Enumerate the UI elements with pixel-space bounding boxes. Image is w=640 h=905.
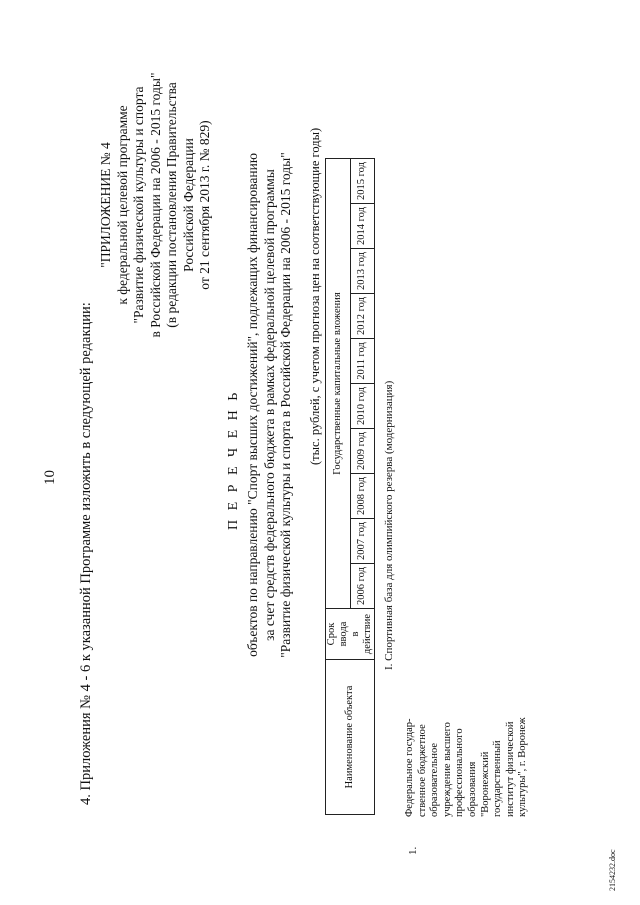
page-number: 10	[42, 470, 58, 485]
appendix-line: от 21 сентября 2013 г. № 829)	[197, 120, 212, 290]
appendix-line: "Развитие физической культуры и спорта	[131, 86, 146, 324]
description-line: "Развитие физической культуры и спорта в Российской Федерации на 2006 - 2015 годы"	[278, 152, 293, 658]
object-name-line: ственное бюджетное	[416, 724, 428, 817]
appendix-line: Российской Федерации	[180, 138, 196, 272]
document-description	[245, 145, 295, 665]
object-name-line: образования	[466, 761, 478, 817]
column-group-header: Государственные капитальные вложения	[326, 159, 351, 609]
table-header-row	[326, 159, 351, 815]
object-name	[404, 667, 530, 817]
year-header: 2014 год	[350, 204, 375, 249]
description-line: объектов по направлению "Спорт высших достижений", подлежащих финансированию	[245, 153, 260, 657]
object-name-line: образовательное	[429, 743, 441, 817]
year-header: 2008 год	[350, 474, 375, 519]
year-header: 2009 год	[350, 429, 375, 474]
section-title: I. Спортивная база для олимпийского резерва (модернизация)	[383, 380, 395, 670]
year-header: 2013 год	[350, 249, 375, 294]
year-header: 2011 год	[350, 339, 375, 384]
document-code: 2154232.doc	[608, 849, 617, 891]
term-line: Срок ввода	[326, 621, 349, 647]
investment-table	[325, 158, 375, 815]
term-line: в действие	[350, 613, 373, 655]
object-name-line: культуры", г. Воронеж	[517, 717, 529, 817]
object-name-line: профессионального	[454, 728, 466, 817]
year-header: 2006 год	[350, 564, 375, 609]
column-header-term	[326, 609, 375, 660]
object-name-line: государственный	[492, 740, 504, 817]
row-number: 1.	[407, 846, 419, 855]
object-name-line: институт физической	[504, 721, 516, 817]
intro-text: 4. Приложения № 4 - 6 к указанной Программе изложить в следующей редакции:	[78, 302, 94, 805]
appendix-line: в Российской Федерации на 2006 - 2015 годы"	[147, 72, 163, 338]
description-line: за счет средств федерального бюджета в рамках федеральной целевой программы	[261, 169, 277, 641]
units-note: (тыс. рублей, с учетом прогноза цен на соответствующие годы)	[308, 127, 322, 465]
appendix-line: (в редакции постановления Правительства	[164, 82, 179, 328]
year-header: 2012 год	[350, 294, 375, 339]
appendix-line: "ПРИЛОЖЕНИЕ № 4	[98, 142, 113, 268]
object-name-line: учреждение высшего	[441, 722, 453, 817]
document-title: П Е Р Е Ч Е Н Ь	[226, 389, 241, 530]
object-name-line: "Воронежский	[479, 751, 491, 817]
object-name-line: Федеральное государ-	[404, 718, 415, 817]
appendix-line: к федеральной целевой программе	[114, 105, 130, 305]
year-header: 2007 год	[350, 519, 375, 564]
appendix-header	[98, 60, 214, 350]
year-header: 2010 год	[350, 384, 375, 429]
column-header-object: Наименование объекта	[326, 660, 375, 815]
year-header: 2015 год	[350, 159, 375, 204]
